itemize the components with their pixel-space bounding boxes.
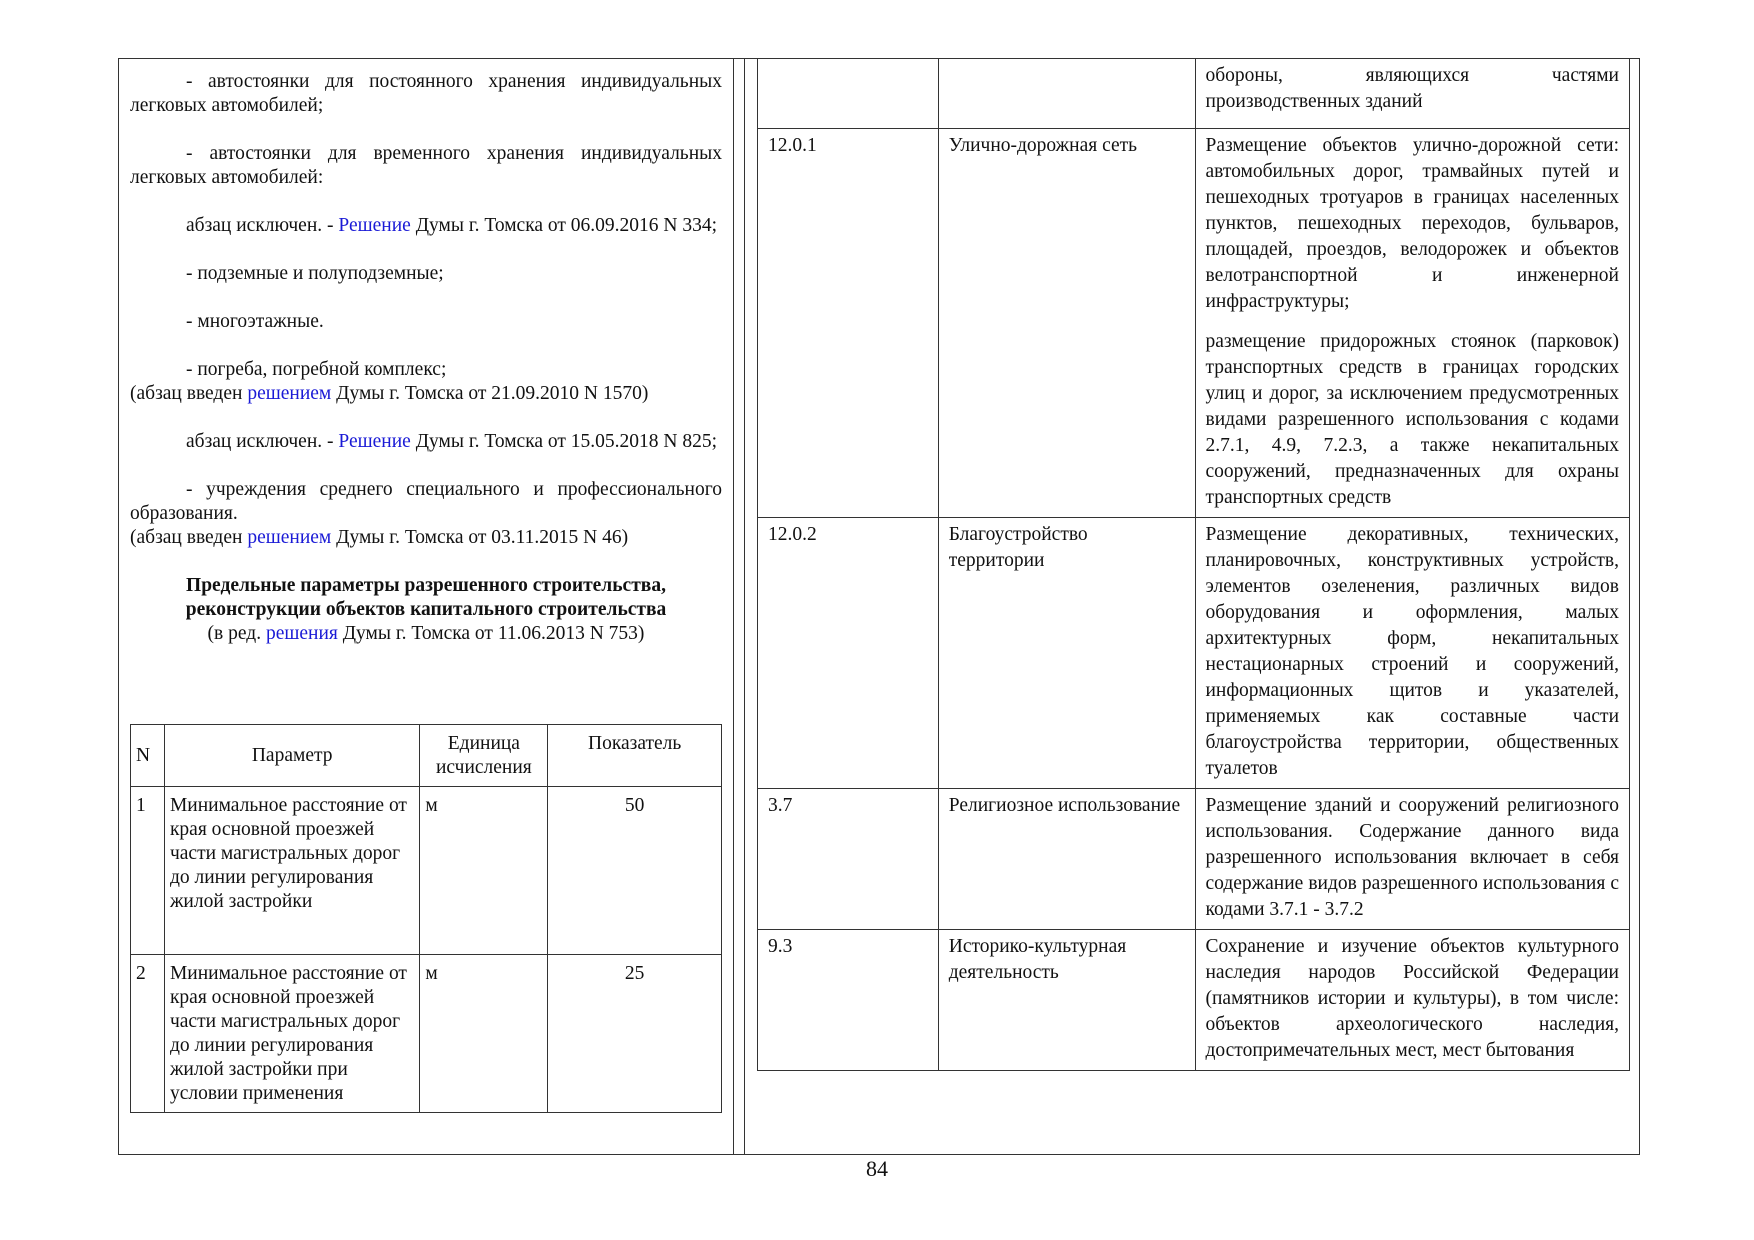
column-header: Единица исчисления: [420, 725, 548, 787]
unit-cell: м: [420, 787, 548, 955]
table-row: [758, 59, 1630, 129]
subheading-text: (в ред.: [207, 623, 266, 644]
table-row: [758, 129, 1630, 518]
row-number: 1: [131, 787, 165, 955]
heading-line: реконструкции объектов капитального строительства: [185, 599, 667, 620]
section-heading: [130, 574, 722, 622]
paragraph-text: Думы г. Томска от 06.09.2016 N 334;: [410, 215, 718, 236]
paragraph: [130, 214, 722, 238]
code-cell: 3.7: [758, 789, 939, 930]
decision-link[interactable]: решением: [247, 383, 332, 404]
table-row: [758, 518, 1630, 789]
paragraph-text: абзац исключен. -: [186, 215, 339, 236]
use-name-cell: Улично-дорожная сеть: [938, 129, 1195, 518]
use-name-cell: Историко-культурная деятельность: [938, 930, 1195, 1071]
table-row: [758, 789, 1630, 930]
use-name-cell: [938, 59, 1195, 129]
column-header: Показатель: [548, 725, 722, 787]
decision-link[interactable]: решения: [265, 623, 338, 644]
use-name-cell: Благоустройство территории: [938, 518, 1195, 789]
amendment-note: [130, 526, 722, 550]
note-text: (абзац введен: [130, 527, 248, 548]
value-cell: 25: [548, 955, 722, 1113]
paragraph: [130, 430, 722, 454]
subheading-text: Думы г. Томска от 11.06.2013 N 753): [337, 623, 645, 644]
amendment-note: [130, 382, 722, 406]
description-cell: [1195, 789, 1630, 930]
unit-cell: м: [420, 955, 548, 1113]
parameter-cell: Минимальное расстояние от края основной проезжей части магистральных дорог до линии регулирования жилой застройки при условии применения: [164, 955, 419, 1113]
code-cell: 12.0.1: [758, 129, 939, 518]
section-subheading: [130, 622, 722, 646]
description-text: Размещение объектов улично-дорожной сети: автомобильных дорог, трамвайных путей и пешеходных тротуаров в границах населенных пунктов, пешеходных переходов, бульваров, площадей, проездов, велодорожек и объектов велотранспортной и инженерной инфраструктуры;: [1205, 135, 1619, 312]
code-cell: 12.0.2: [758, 518, 939, 789]
paragraph-text: Думы г. Томска от 15.05.2018 N 825;: [410, 431, 718, 452]
code-cell: 9.3: [758, 930, 939, 1071]
decision-link[interactable]: Решение: [338, 215, 411, 236]
column-divider: [733, 58, 745, 1155]
paragraph: - автостоянки для временного хранения индивидуальных легковых автомобилей:: [130, 143, 722, 188]
parameter-cell: Минимальное расстояние от края основной проезжей части магистральных дорог до линии регулирования жилой застройки: [164, 787, 419, 955]
row-number: 2: [131, 955, 165, 1113]
description-text: Размещение зданий и сооружений религиозного использования. Содержание данного вида разрешенного использования включает в себя содержание видов разрешенного использования с кодами 3.7.1 - 3.7.2: [1205, 795, 1619, 920]
column-header: N: [131, 725, 165, 787]
paragraph: - подземные и полуподземные;: [186, 263, 444, 284]
paragraph: - автостоянки для постоянного хранения индивидуальных легковых автомобилей;: [130, 71, 722, 116]
paragraph: - многоэтажные.: [186, 311, 324, 332]
paragraph: - погреба, погребной комплекс;: [186, 359, 447, 380]
code-cell: [758, 59, 939, 129]
decision-link[interactable]: решением: [247, 527, 332, 548]
note-text: Думы г. Томска от 21.09.2010 N 1570): [331, 383, 649, 404]
description-text: Размещение декоративных, технических, планировочных, конструктивных устройств, элементов озеленения, различных видов оборудования и оформления, малых архитектурных форм, некапитальных нестационарных строений и сооружений, информационных щитов и указателей, применяемых как составные части благоустройства территории, общественных туалетов: [1205, 524, 1619, 779]
table-row: [131, 787, 722, 955]
table-header-row: [131, 725, 722, 787]
decision-link[interactable]: Решение: [338, 431, 411, 452]
description-text: обороны, являющихся частями производственных зданий: [1205, 65, 1619, 112]
paragraph-text: абзац исключен. -: [186, 431, 339, 452]
table-row: [758, 930, 1630, 1071]
value-cell: 50: [548, 787, 722, 955]
column-header: Параметр: [164, 725, 419, 787]
use-name-cell: Религиозное использование: [938, 789, 1195, 930]
parameters-table: [130, 724, 722, 1113]
note-text: Думы г. Томска от 03.11.2015 N 46): [331, 527, 629, 548]
heading-line: Предельные параметры разрешенного строительства,: [186, 575, 666, 596]
permitted-uses-table: [757, 58, 1630, 1071]
note-text: (абзац введен: [130, 383, 248, 404]
paragraph: - учреждения среднего специального и профессионального образования.: [130, 479, 722, 524]
description-text: Сохранение и изучение объектов культурного наследия народов Российской Федерации (памятников истории и культуры), в том числе: объектов археологического наследия, достопримечательных мест, мест бытования: [1205, 936, 1619, 1061]
description-cell: [1195, 59, 1630, 129]
description-cell: [1195, 129, 1630, 518]
description-text: размещение придорожных стоянок (парковок) транспортных средств в границах городских улиц и дорог, за исключением предусмотренных видами разрешенного использования с кодами 2.7.1, 4.9, 7.2.3, а также некапитальных сооружений, предназначенных для охраны транспортных средств: [1205, 331, 1619, 508]
description-cell: [1195, 930, 1630, 1071]
table-row: [131, 955, 722, 1113]
description-cell: [1195, 518, 1630, 789]
page-number: 84: [866, 1156, 888, 1181]
left-column: [130, 70, 722, 646]
